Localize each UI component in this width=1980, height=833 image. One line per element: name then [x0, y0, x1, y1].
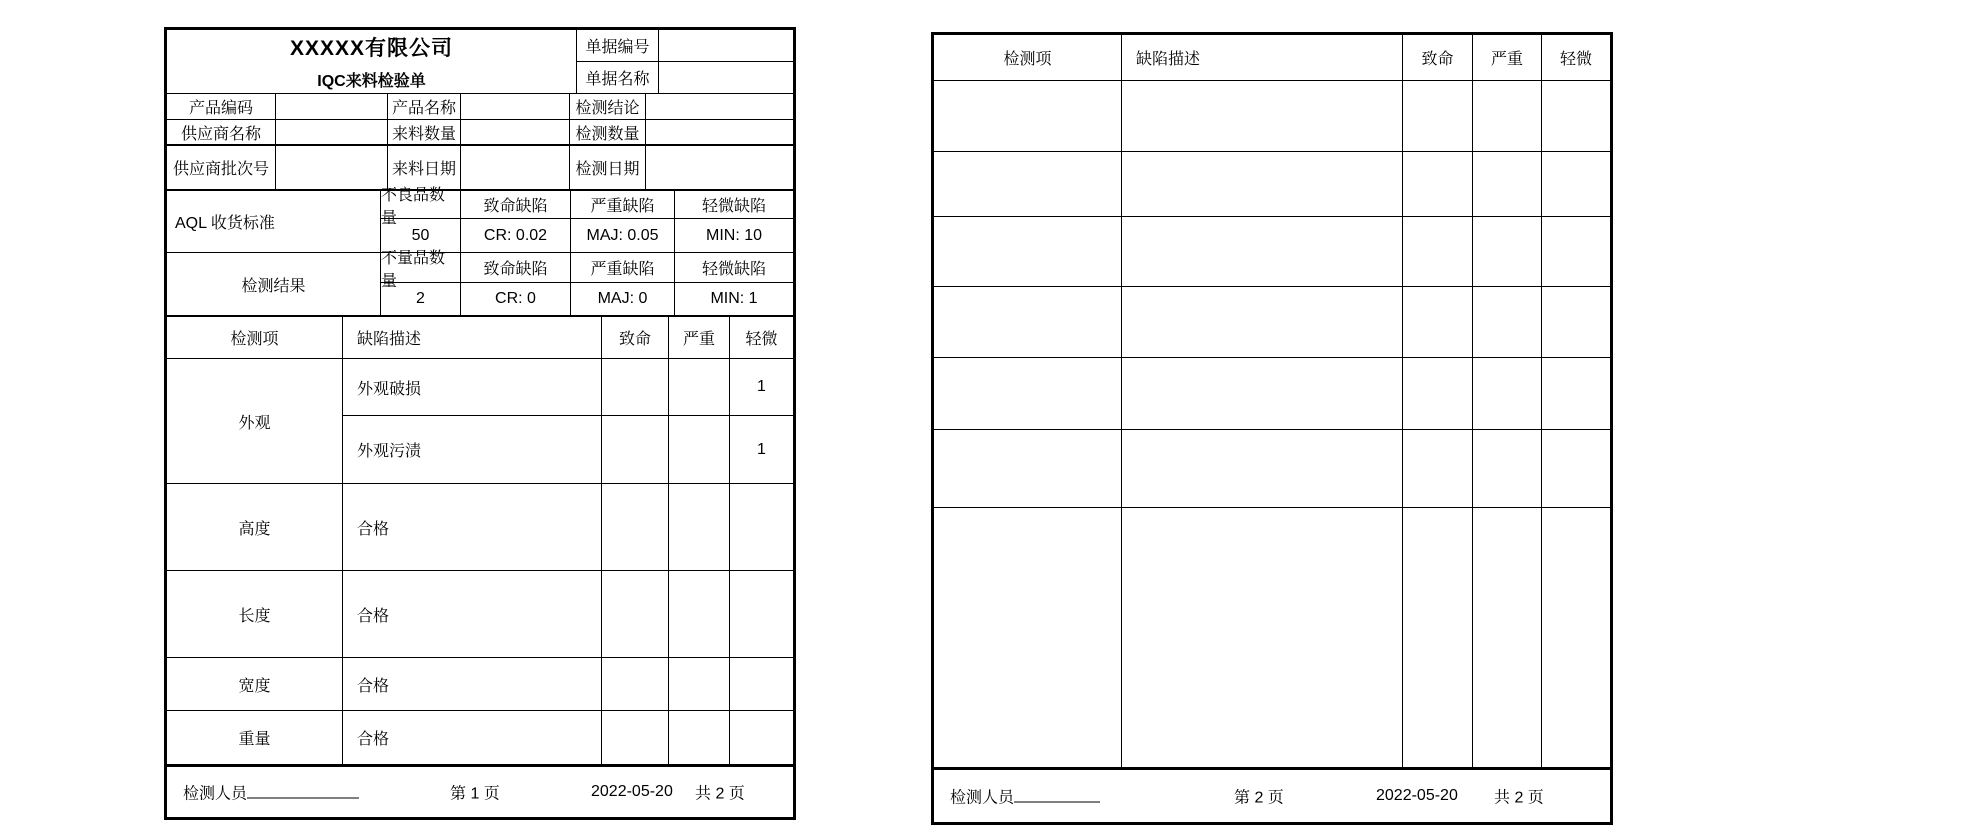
defect-desc: 外观破损 — [343, 359, 602, 415]
major-count — [1473, 508, 1542, 767]
supplier-name-label: 供应商名称 — [167, 120, 276, 144]
inspector-signature — [950, 785, 1100, 808]
minor-count — [1542, 430, 1610, 507]
page-2 — [931, 32, 1613, 825]
table-row — [934, 287, 1610, 358]
table-row — [167, 484, 793, 571]
detail-header-major: 严重 — [1473, 35, 1542, 80]
result-minor-header: 轻微缺陷 — [675, 253, 793, 283]
major-count — [1473, 81, 1542, 151]
detail-item — [934, 430, 1122, 507]
aql-defective-col — [381, 186, 461, 252]
table-row — [934, 508, 1610, 767]
detail-header-desc: 缺陷描述 — [343, 317, 602, 358]
result-minor-col — [675, 253, 793, 315]
doc-meta-block — [577, 30, 793, 93]
aql-critical-col — [461, 191, 571, 252]
inspect-result-label: 检测结论 — [570, 94, 646, 119]
major-count — [669, 711, 730, 764]
detail-item — [934, 81, 1122, 151]
table-row — [167, 711, 793, 764]
defect-desc — [1122, 358, 1403, 429]
minor-count — [1542, 217, 1610, 286]
defect-desc — [1122, 152, 1403, 216]
table-row — [934, 358, 1610, 430]
date-stamp: 2022-05-20 — [591, 783, 673, 800]
aql-critical-value: CR: 0.02 — [483, 226, 548, 244]
incoming-qty-value — [461, 120, 570, 144]
supplier-name-value — [276, 120, 388, 144]
inspect-qty-value — [646, 120, 793, 144]
batch-row — [167, 146, 793, 191]
defect-desc: 合格 — [343, 658, 602, 710]
page-number: 第 2 页 — [1234, 789, 1284, 807]
product-row — [167, 94, 793, 120]
minor-count — [730, 571, 793, 657]
critical-count — [602, 658, 669, 710]
detail-item — [934, 358, 1122, 429]
product-code-value — [276, 94, 388, 119]
product-name-label: 产品名称 — [388, 94, 461, 119]
result-defective-header: 不量品数量 — [381, 253, 460, 283]
aql-major-col — [571, 191, 675, 252]
defect-desc: 外观污渍 — [343, 416, 602, 483]
minor-count — [730, 484, 793, 570]
detail-item: 宽度 — [167, 658, 343, 710]
major-count — [1473, 358, 1542, 429]
critical-count — [602, 359, 669, 415]
major-count — [669, 571, 730, 657]
supplier-batch-label: 供应商批次号 — [167, 146, 276, 189]
major-count — [669, 484, 730, 570]
aql-major-header: 严重缺陷 — [571, 191, 674, 219]
defect-desc — [1122, 287, 1403, 357]
detail-item: 长度 — [167, 571, 343, 657]
critical-count — [602, 571, 669, 657]
critical-count — [1403, 152, 1473, 216]
defect-desc: 合格 — [343, 711, 602, 764]
critical-count — [1403, 508, 1473, 767]
major-count — [669, 359, 730, 415]
signature-line — [247, 783, 359, 799]
result-section — [167, 249, 793, 317]
detail-header-desc: 缺陷描述 — [1122, 35, 1403, 80]
page-number: 第 1 页 — [450, 785, 500, 803]
date-stamp: 2022-05-20 — [1376, 787, 1458, 804]
result-label: 检测结果 — [167, 253, 381, 315]
result-major-header: 严重缺陷 — [571, 253, 674, 283]
major-count — [1473, 217, 1542, 286]
incoming-date-value — [461, 146, 570, 189]
aql-defective-header: 不良品数量 — [381, 191, 460, 219]
result-major-col — [571, 253, 675, 315]
critical-count — [602, 711, 669, 764]
page-1 — [164, 27, 796, 820]
aql-label: AQL 收货标准 — [167, 191, 381, 252]
inspect-result-value — [646, 94, 793, 119]
minor-count: 1 — [757, 378, 766, 395]
critical-count — [602, 484, 669, 570]
detail-item-appearance: 外观 — [167, 359, 343, 483]
minor-count — [1542, 152, 1610, 216]
critical-count — [1403, 358, 1473, 429]
company-title: XXXXX有限公司 — [289, 37, 454, 60]
result-critical-value: CR: 0 — [495, 290, 536, 307]
minor-count — [730, 711, 793, 764]
major-count — [669, 658, 730, 710]
detail-header-major: 严重 — [669, 317, 730, 358]
detail-item: 重量 — [167, 711, 343, 764]
aql-minor-value: MIN: 10 — [705, 226, 762, 244]
incoming-date-label: 来料日期 — [388, 146, 461, 189]
supplier-row — [167, 120, 793, 146]
result-critical-col — [461, 253, 571, 315]
detail-header-minor: 轻微 — [745, 331, 778, 348]
result-defective-col — [381, 249, 461, 315]
appearance-subrows — [343, 359, 793, 483]
aql-minor-header: 轻微缺陷 — [675, 191, 793, 219]
detail-item — [934, 217, 1122, 286]
table-row — [934, 152, 1610, 217]
aql-critical-header: 致命缺陷 — [461, 191, 570, 219]
inspect-date-label: 检测日期 — [570, 146, 646, 189]
defect-desc — [1122, 508, 1403, 767]
detail-item: 高度 — [167, 484, 343, 570]
table-row — [934, 430, 1610, 508]
inspector-label: 检测人员 — [950, 789, 1015, 807]
critical-count — [1403, 430, 1473, 507]
product-code-label: 产品编码 — [167, 94, 276, 119]
defect-desc — [1122, 430, 1403, 507]
defect-desc: 合格 — [343, 484, 602, 570]
detail-header-row — [167, 317, 793, 359]
minor-count — [1542, 358, 1610, 429]
detail-header-critical: 致命 — [602, 317, 669, 358]
detail-header-minor: 轻微 — [1559, 51, 1592, 68]
signature-line — [1014, 787, 1100, 803]
minor-count — [730, 658, 793, 710]
table-row — [934, 81, 1610, 152]
aql-major-value: MAJ: 0.05 — [586, 226, 659, 244]
table-row — [343, 359, 793, 416]
header-block — [167, 30, 793, 94]
detail-group-appearance — [167, 359, 793, 484]
major-count — [1473, 152, 1542, 216]
table-row — [167, 658, 793, 711]
detail-header-item: 检测项 — [934, 35, 1122, 80]
detail-item — [934, 508, 1122, 767]
doc-no-label: 单据编号 — [577, 30, 659, 61]
critical-count — [1403, 217, 1473, 286]
minor-count — [1542, 287, 1610, 357]
critical-count — [602, 416, 669, 483]
table-row — [934, 217, 1610, 287]
page1-footer — [167, 764, 793, 817]
detail-item — [934, 287, 1122, 357]
detail-header-critical: 致命 — [1403, 35, 1473, 80]
doc-no-row — [577, 30, 793, 62]
table-row — [167, 571, 793, 658]
detail-header-item: 检测项 — [167, 317, 343, 358]
minor-count — [1542, 508, 1610, 767]
doc-no-value — [659, 30, 793, 61]
inspector-label: 检测人员 — [183, 785, 248, 803]
major-count — [1473, 287, 1542, 357]
defect-desc — [1122, 81, 1403, 151]
defect-desc: 合格 — [343, 571, 602, 657]
inspect-qty-label: 检测数量 — [570, 120, 646, 144]
title-cell — [167, 30, 577, 93]
supplier-batch-value — [276, 146, 388, 189]
doc-name-label: 单据名称 — [577, 62, 659, 93]
critical-count — [1403, 81, 1473, 151]
incoming-qty-label: 来料数量 — [388, 120, 461, 144]
aql-section — [167, 186, 793, 253]
result-critical-header: 致命缺陷 — [461, 253, 570, 283]
major-count — [669, 416, 730, 483]
minor-count: 1 — [757, 440, 766, 458]
result-major-value: MAJ: 0 — [597, 290, 648, 307]
minor-count — [1542, 81, 1610, 151]
form-title: IQC来料检验单 — [317, 73, 426, 90]
doc-name-row — [577, 62, 793, 93]
aql-defective-value: 50 — [411, 226, 430, 244]
result-defective-value: 2 — [416, 290, 425, 307]
critical-count — [1403, 287, 1473, 357]
aql-minor-col — [675, 191, 793, 252]
detail-item — [934, 152, 1122, 216]
inspector-signature — [183, 781, 359, 804]
total-pages: 共 2 页 — [1494, 789, 1544, 807]
defect-desc — [1122, 217, 1403, 286]
total-pages: 共 2 页 — [695, 785, 745, 803]
major-count — [1473, 430, 1542, 507]
result-minor-value: MIN: 1 — [710, 290, 758, 307]
table-row — [343, 416, 793, 483]
page2-footer — [934, 767, 1610, 822]
detail-header-row — [934, 35, 1610, 81]
product-name-value — [461, 94, 570, 119]
doc-name-value — [659, 62, 793, 93]
inspect-date-value — [646, 146, 793, 189]
